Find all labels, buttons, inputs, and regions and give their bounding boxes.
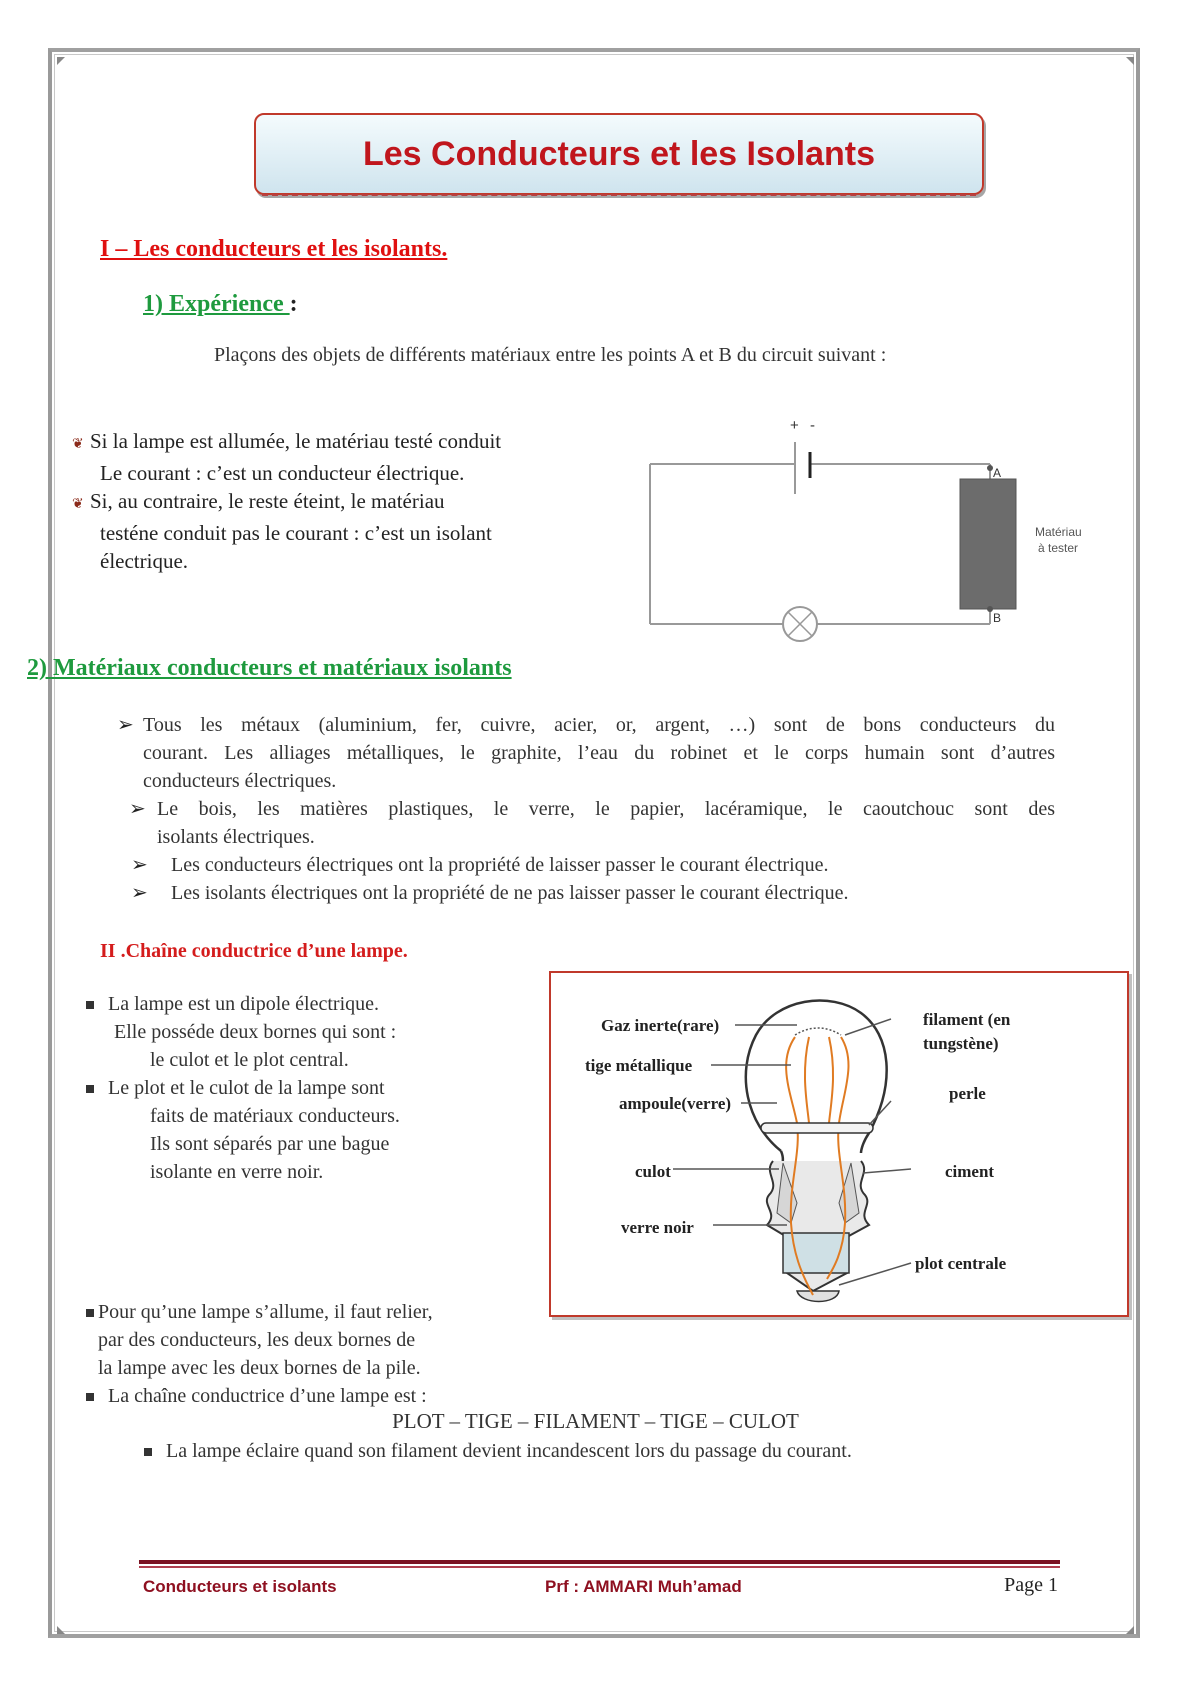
item-text: par des conducteurs, les deux bornes de <box>98 1329 416 1351</box>
bullet-text: Le courant : c’est un conducteur électrique. <box>100 461 465 485</box>
list-item <box>86 1382 556 1410</box>
subsection-colon: : <box>289 291 298 317</box>
arrow-bullet-icon: ➢ <box>117 714 134 736</box>
list-item <box>72 427 632 459</box>
lamp-bullets-2 <box>86 1298 556 1410</box>
square-bullet-icon <box>144 1448 152 1456</box>
square-bullet-icon <box>86 1393 94 1401</box>
diagram-label: Gaz inerte(rare) <box>601 1016 720 1035</box>
lamp-icon <box>783 607 817 641</box>
leaf-bullet-icon: ❦ <box>72 497 84 512</box>
section-heading: I – Les conducteurs et les isolants. <box>100 236 448 262</box>
bullet-text: Si la lampe est allumée, le matériau testé conduit <box>90 429 502 453</box>
diagram-label: plot centrale <box>915 1254 1007 1273</box>
item-text: Le plot et le culot de la lampe sont <box>108 1077 385 1099</box>
battery-plus-label: + <box>790 417 799 434</box>
arrow-bullet-icon: ➢ <box>131 882 148 904</box>
list-item <box>86 1298 556 1326</box>
diagram-label: tige métallique <box>585 1056 693 1075</box>
intro-text: Plaçons des objets de différents matériaux entre les points A et B du circuit suivant : <box>214 344 887 366</box>
list-item <box>144 1437 852 1465</box>
item-text: La lampe éclaire quand son filament devient incandescent lors du passage du courant. <box>166 1440 852 1462</box>
item-text: Elle posséde deux bornes qui sont : <box>114 1021 397 1043</box>
item-text: isolants électriques. <box>157 826 315 848</box>
subsection-label: 2) Matériaux conducteurs et matériaux isolants <box>27 655 512 681</box>
material-sample <box>960 479 1016 609</box>
leaf-bullet-icon: ❦ <box>72 437 84 452</box>
item-text: Tous les métaux (aluminium, fer, cuivre, acier, or, argent, …) sont de bons conducteurs du <box>143 714 1055 736</box>
footer-author: Prf : AMMARI Muh’amad <box>545 1577 742 1596</box>
point-b-label: B <box>993 611 1002 625</box>
subsection-heading <box>27 655 512 682</box>
square-bullet-icon <box>86 1085 94 1093</box>
item-text: Pour qu’une lampe s’allume, il faut relier, <box>98 1301 433 1323</box>
diagram-label: ciment <box>945 1162 995 1181</box>
materials-list <box>117 711 1055 907</box>
diagram-label: filament (en <box>923 1010 1011 1029</box>
item-text: faits de matériaux conducteurs. <box>150 1105 400 1127</box>
bullet-text: Si, au contraire, le reste éteint, le matériau <box>90 489 445 513</box>
diagram-label: tungstène) <box>923 1034 999 1053</box>
square-bullet-icon <box>86 1001 94 1009</box>
list-item <box>72 487 632 519</box>
square-bullet-icon <box>86 1309 94 1317</box>
item-text: Les conducteurs électriques ont la propriété de laisser passer le courant électrique. <box>171 854 829 876</box>
experiment-bullets <box>72 427 632 575</box>
diagram-label: culot <box>635 1162 671 1181</box>
circuit-diagram <box>640 412 1100 652</box>
corner-ornament <box>1126 57 1134 65</box>
material-label: à tester <box>1038 541 1079 555</box>
item-text: courant. Les alliages métalliques, le graphite, l’eau du robinet et le corps humain sont d’autres <box>143 742 1055 764</box>
item-text: Les isolants électriques ont la propriété de ne pas laisser passer le courant électrique. <box>171 882 849 904</box>
item-text: Le bois, les matières plastiques, le verre, le papier, lacéramique, le caoutchouc sont des <box>157 798 1055 820</box>
footer-divider <box>139 1560 1060 1564</box>
diagram-label: verre noir <box>621 1218 694 1237</box>
conductive-chain: PLOT – TIGE – FILAMENT – TIGE – CULOT <box>392 1409 799 1433</box>
list-item <box>117 851 1055 879</box>
corner-ornament <box>57 57 65 65</box>
bullet-text: électrique. <box>100 549 189 573</box>
arrow-bullet-icon: ➢ <box>129 798 146 820</box>
material-label: Matériau <box>1035 525 1082 539</box>
item-text: La chaîne conductrice d’une lampe est : <box>108 1385 427 1407</box>
diagram-label: ampoule(verre) <box>619 1094 732 1113</box>
item-text: le culot et le plot central. <box>150 1049 349 1071</box>
list-item <box>117 711 1055 795</box>
lamp-diagram <box>551 973 1127 1315</box>
bullet-text: testéne conduit pas le courant : c’est un isolant <box>100 521 492 545</box>
section-heading: II .Chaîne conductrice d’une lampe. <box>100 940 408 962</box>
title-banner <box>254 113 984 195</box>
page-title: Les Conducteurs et les Isolants <box>362 134 876 173</box>
corner-ornament <box>57 1626 65 1634</box>
subsection-heading <box>143 291 298 318</box>
item-text: La lampe est un dipole électrique. <box>108 993 380 1015</box>
item-text: la lampe avec les deux bornes de la pile. <box>98 1357 421 1379</box>
footer-divider <box>139 1566 1060 1568</box>
footer-course: Conducteurs et isolants <box>143 1577 337 1596</box>
list-item <box>117 879 1055 907</box>
list-item <box>86 990 556 1018</box>
corner-ornament <box>1126 1626 1134 1634</box>
lamp-diagram-frame <box>549 971 1129 1317</box>
battery-minus-label: - <box>810 417 815 434</box>
list-item <box>86 1074 556 1102</box>
point-a-label: A <box>993 466 1002 480</box>
item-text: conducteurs électriques. <box>143 770 337 792</box>
list-item <box>117 795 1055 851</box>
item-text: Ils sont séparés par une bague <box>150 1133 390 1155</box>
arrow-bullet-icon: ➢ <box>131 854 148 876</box>
diagram-label: perle <box>949 1084 986 1103</box>
lamp-bullets <box>86 990 556 1186</box>
page-number: Page 1 <box>1004 1574 1058 1596</box>
item-text: isolante en verre noir. <box>150 1161 324 1183</box>
subsection-label: 1) Expérience <box>143 291 290 317</box>
